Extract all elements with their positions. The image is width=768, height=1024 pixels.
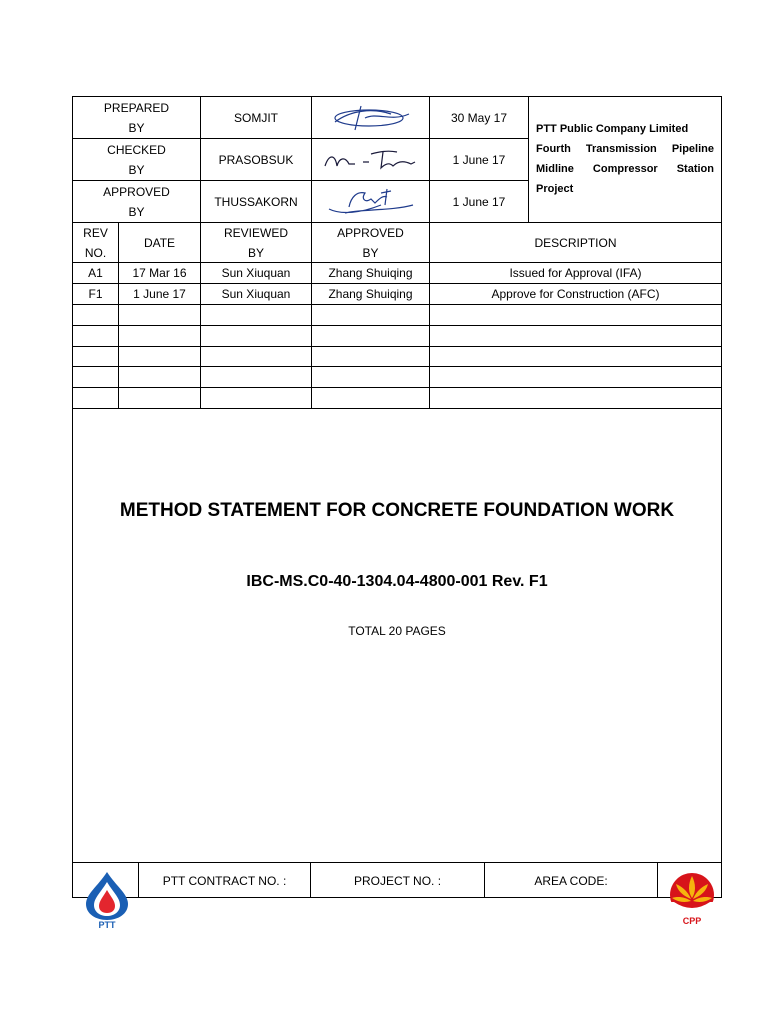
description-header: DESCRIPTION: [534, 235, 617, 250]
cpp-petal-icon: [666, 872, 718, 918]
total-pages: TOTAL 20 PAGES: [348, 624, 446, 638]
date-cell: 17 Mar 16: [132, 266, 187, 280]
role-text: APPROVED: [103, 184, 170, 199]
signature-icon: [321, 102, 421, 134]
role-text: BY: [128, 162, 145, 177]
ptt-logo-text: PTT: [98, 920, 116, 930]
approved-by-header: [312, 223, 429, 262]
role-text: PREPARED: [103, 100, 170, 115]
header-text: BY: [362, 245, 379, 260]
area-code-label: AREA CODE:: [534, 873, 608, 888]
ptt-logo: [82, 870, 132, 932]
checked-by-date: 1 June 17: [452, 152, 506, 167]
signature-icon: [321, 185, 421, 219]
cpp-logo: [666, 872, 718, 930]
document-title: METHOD STATEMENT FOR CONCRETE FOUNDATION WORK: [119, 500, 675, 521]
approved-by-signature: [312, 181, 429, 222]
approved-by-name: THUSSAKORN: [214, 194, 298, 209]
grid-line: [72, 325, 722, 326]
approved-cell: Zhang Shuiqing: [328, 287, 413, 301]
header-text: REVIEWED: [223, 225, 288, 240]
date-header: DATE: [143, 235, 176, 250]
role-text: CHECKED: [107, 142, 166, 157]
reviewed-cell: Sun Xiuquan: [221, 287, 291, 301]
ptt-flame-icon: [82, 870, 132, 922]
approved-cell: Zhang Shuiqing: [328, 266, 413, 280]
grid-line: [72, 408, 722, 409]
approved-by-label: [73, 181, 200, 222]
project-line: Midline Compressor Station: [536, 163, 714, 175]
checked-by-signature: [312, 139, 429, 180]
project-line: Fourth Transmission Pipeline: [536, 143, 714, 155]
description-cell: Approve for Construction (AFC): [491, 287, 660, 301]
signature-icon: [319, 144, 423, 176]
grid-line: [72, 366, 722, 367]
reviewed-by-header: [201, 223, 311, 262]
approved-by-date: 1 June 17: [452, 194, 506, 209]
role-text: BY: [128, 204, 145, 219]
role-text: BY: [128, 120, 145, 135]
cpp-logo-text: CPP: [682, 916, 702, 926]
header-text: NO.: [84, 245, 107, 260]
company-name: PTT Public Company Limited: [536, 123, 689, 135]
prepared-by-date: 30 May 17: [450, 110, 508, 125]
rev-cell: F1: [88, 287, 103, 301]
grid-line: [72, 304, 722, 305]
rev-no-header: [73, 223, 118, 262]
grid-line: [528, 96, 529, 222]
grid-line: [72, 346, 722, 347]
prepared-by-name: SOMJIT: [234, 110, 278, 125]
prepared-by-signature: [312, 97, 429, 138]
prepared-by-label: [73, 97, 200, 138]
checked-by-label: [73, 139, 200, 180]
project-line: Project: [536, 183, 574, 195]
header-text: REV: [83, 225, 108, 240]
ptt-contract-label: PTT CONTRACT NO. :: [162, 873, 287, 888]
grid-line: [657, 862, 658, 898]
description-cell: Issued for Approval (IFA): [509, 266, 642, 280]
document-number: IBC-MS.C0-40-1304.04-4800-001 Rev. F1: [246, 573, 548, 590]
date-cell: 1 June 17: [133, 287, 186, 301]
header-text: APPROVED: [337, 225, 404, 240]
grid-line: [72, 387, 722, 388]
project-no-label: PROJECT NO. :: [353, 873, 442, 888]
checked-by-name: PRASOBSUK: [218, 152, 294, 167]
rev-cell: A1: [88, 266, 103, 280]
company-info: [536, 119, 714, 199]
reviewed-cell: Sun Xiuquan: [221, 266, 291, 280]
header-text: BY: [247, 245, 264, 260]
